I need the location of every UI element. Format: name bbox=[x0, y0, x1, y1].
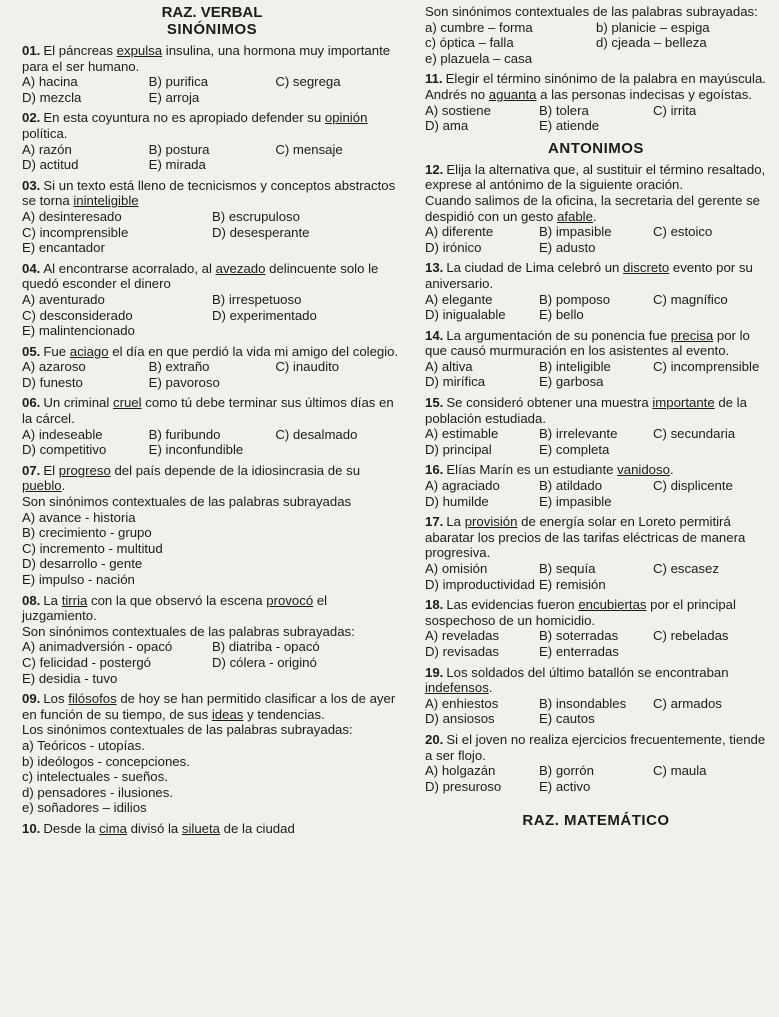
option[interactable]: C) displicente bbox=[653, 478, 733, 494]
question-16: 16. Elías Marín es un estudiante vanidoso. A) agraciado B) atildado C) displicente D) humilde E) impasible bbox=[425, 462, 767, 509]
highlighted-word: ideas bbox=[211, 706, 244, 722]
option[interactable]: E) arroja bbox=[148, 89, 200, 105]
question-03: 03. Si un texto está lleno de tecnicismos y conceptos abstractos se torna ininteligible A) desinteresado B) escrupuloso C) incomprensible D) desesperante E) encantador bbox=[22, 178, 402, 256]
question-lead: Los sinónimos contextuales de las palabras subrayadas: bbox=[22, 722, 353, 738]
question-10: 10. Desde la cima divisó la silueta de la ciudad bbox=[22, 820, 295, 836]
section-title-raz-matematico: RAZ. MATEMÁTICO bbox=[522, 812, 670, 830]
option[interactable]: e) soñadores – idilios bbox=[22, 800, 147, 816]
option[interactable]: C) mensaje bbox=[275, 141, 343, 157]
question-13: 13. La ciudad de Lima celebró un discreto evento por su aniversario. A) elegante B) pomposo C) magnífico D) inigualable E) bello bbox=[425, 260, 767, 322]
right-column bbox=[425, 4, 767, 833]
highlighted-word: expulsa bbox=[116, 43, 163, 58]
highlighted-word: provocó bbox=[266, 592, 314, 608]
highlighted-word: indefensos bbox=[425, 680, 489, 696]
option[interactable]: E) encantador bbox=[22, 240, 105, 256]
page-title: RAZ. VERBAL bbox=[161, 4, 263, 21]
question-18: 18. Las evidencias fueron encubiertas por el principal sospechoso de un homicidio. A) reveladas B) soterradas C) rebeladas D) revisadas E) enterradas bbox=[425, 597, 767, 659]
option[interactable]: D) mezcla bbox=[22, 89, 82, 105]
option[interactable]: C) escasez bbox=[653, 561, 719, 576]
option[interactable]: B) irrespetuoso bbox=[212, 291, 302, 307]
question-number: 04. bbox=[22, 260, 41, 276]
question-number: 09. bbox=[22, 691, 41, 707]
option[interactable]: C) incomprensible bbox=[653, 358, 760, 374]
option[interactable]: C) maula bbox=[653, 763, 707, 779]
highlighted-word: encubiertas bbox=[578, 597, 647, 613]
option[interactable]: b) planicie – espiga bbox=[596, 19, 710, 35]
option[interactable]: A) indeseable bbox=[22, 426, 103, 442]
option[interactable]: A) estimable bbox=[425, 426, 499, 442]
option[interactable]: D) cólera - originó bbox=[212, 654, 317, 670]
highlighted-word: tirria bbox=[61, 592, 88, 608]
option[interactable]: D) improductividad bbox=[425, 576, 535, 592]
option[interactable]: c) intelectuales - sueños. bbox=[22, 769, 168, 785]
option[interactable]: D) experimentado bbox=[212, 307, 317, 323]
question-number: 14. bbox=[425, 327, 444, 343]
option[interactable]: B) atildado bbox=[539, 478, 603, 494]
question-number: 15. bbox=[425, 395, 444, 411]
option[interactable]: E) completa bbox=[539, 441, 610, 457]
option[interactable]: a) Teóricos - utopías. bbox=[22, 737, 145, 753]
question-01: 01. El páncreas expulsa insulina, una hormona muy importante para el ser humano. A) hacina B) purifica C) segrega D) mezcla E) arroja bbox=[22, 43, 402, 105]
option[interactable]: D) presuroso bbox=[425, 778, 502, 794]
option[interactable]: C) secundaria bbox=[653, 426, 736, 442]
option[interactable]: C) armados bbox=[653, 695, 722, 711]
option[interactable]: D) competitivo bbox=[22, 442, 107, 458]
question-lead: Son sinónimos contextuales de las palabras subrayadas: bbox=[22, 623, 355, 639]
option[interactable]: B) postura bbox=[148, 141, 210, 157]
section-title-sinonimos: SINÓNIMOS bbox=[166, 21, 258, 38]
option[interactable]: A) reveladas bbox=[425, 628, 500, 644]
option[interactable]: E) enterradas bbox=[539, 643, 619, 659]
highlighted-word: pueblo bbox=[22, 478, 62, 494]
option[interactable]: A) animadversión - opacó bbox=[22, 639, 173, 655]
option[interactable]: A) azaroso bbox=[22, 359, 86, 375]
option[interactable]: A) aventurado bbox=[22, 291, 105, 307]
option[interactable]: E) inconfundible bbox=[148, 442, 244, 458]
option[interactable]: A) agraciado bbox=[425, 478, 500, 494]
section-title-antonimos: ANTONIMOS bbox=[548, 139, 644, 157]
option[interactable]: B) insondables bbox=[539, 695, 627, 711]
option[interactable]: C) felicidad - postergó bbox=[22, 654, 152, 670]
option[interactable]: d) cjeada – belleza bbox=[596, 35, 707, 51]
question-number: 17. bbox=[425, 514, 444, 530]
option[interactable]: C) desconsiderado bbox=[22, 307, 133, 323]
question-10-continued bbox=[425, 4, 767, 66]
question-02: 02. En esta coyuntura no es apropiado defender su opinión política. A) razón B) postura C) mensaje D) actitud E) mirada bbox=[22, 110, 402, 172]
option[interactable]: A) holgazán bbox=[425, 763, 496, 779]
option[interactable]: D) funesto bbox=[22, 374, 83, 390]
option[interactable]: B) tolera bbox=[539, 102, 589, 118]
highlighted-word: afable bbox=[556, 208, 593, 224]
question-number: 10. bbox=[22, 820, 41, 836]
option[interactable]: D) irónico bbox=[425, 239, 482, 255]
option[interactable]: D) revisadas bbox=[425, 643, 500, 659]
question-09: 09. Los filósofos de hoy se han permitido clasificar a los de ayer en función de su tiempo, de sus ideas y tendencias. Los sinónimos contextuales de las palabras subrayadas: a) Teóricos - utopías. b) ideólogos - concepciones. c) intelectuales - sueños. d) pensadores - ilusiones. e) soñadores – idilios bbox=[22, 691, 402, 816]
option[interactable]: B) irrelevante bbox=[539, 426, 618, 442]
question-number: 20. bbox=[425, 731, 444, 747]
option[interactable]: E) cautos bbox=[539, 711, 595, 727]
question-number: 08. bbox=[22, 592, 41, 608]
option[interactable]: C) incremento - multitud bbox=[22, 540, 163, 556]
question-number: 03. bbox=[22, 177, 41, 193]
option[interactable]: A) altiva bbox=[425, 358, 473, 374]
question-lead: Son sinónimos contextuales de las palabras subrayadas: bbox=[425, 4, 758, 19]
option[interactable]: E) garbosa bbox=[539, 374, 604, 390]
option[interactable]: D) inigualable bbox=[425, 307, 506, 323]
highlighted-word: importante bbox=[652, 395, 715, 411]
option[interactable]: E) remisión bbox=[539, 576, 606, 592]
question-number: 06. bbox=[22, 395, 41, 411]
option[interactable]: C) incomprensible bbox=[22, 224, 129, 240]
question-12: 12. Elija la alternativa que, al sustituir el término resaltado, exprese al antónimo de la siguiente oración. Cuando salimos de la oficina, la secretaria del gerente se despidió con un gesto afable. A) diferente B) impasible C) estoico D) irónico E) adusto bbox=[425, 161, 766, 255]
question-number: 02. bbox=[22, 110, 41, 126]
option[interactable]: B) crecimiento - grupo bbox=[22, 525, 152, 541]
highlighted-word: opinión bbox=[324, 110, 368, 126]
question-14: 14. La argumentación de su ponencia fue precisa por lo que causó murmuración en los asistentes al evento. A) altiva B) inteligible C) incomprensible D) mirífica E) garbosa bbox=[425, 328, 767, 390]
question-07: 07. El progreso del país depende de la idiosincrasia de su pueblo. Son sinónimos contextuales de las palabras subrayadas A) avance - historia B) crecimiento - grupo C) incremento - multitud D) desarrollo - gente E) impulso - nación bbox=[22, 463, 402, 588]
option[interactable]: B) sequía bbox=[539, 561, 596, 576]
question-15: 15. Se consideró obtener una muestra importante de la población estudiada. A) estimable B) irrelevante C) secundaria D) principal E) completa bbox=[425, 395, 767, 457]
highlighted-word: vanidoso bbox=[617, 462, 670, 478]
option[interactable]: B) pomposo bbox=[539, 291, 611, 307]
question-number: 18. bbox=[425, 597, 444, 613]
option[interactable]: A) desinteresado bbox=[22, 208, 122, 224]
question-number: 19. bbox=[425, 664, 444, 680]
option[interactable]: C) magnífico bbox=[653, 291, 728, 307]
question-11: 11. Elegir el término sinónimo de la palabra en mayúscula. Andrés no aguanta a las personas indecisas y egoístas. A) sostiene B) tolera C) irrita D) ama E) atiende bbox=[425, 71, 766, 134]
option[interactable]: E) adusto bbox=[539, 239, 596, 255]
option[interactable]: d) pensadores - ilusiones. bbox=[22, 784, 174, 800]
option[interactable]: C) estoico bbox=[653, 224, 713, 240]
question-lead: Son sinónimos contextuales de las palabras subrayadas bbox=[22, 494, 352, 510]
question-08: 08. La tirria con la que observó la escena provocó el juzgamiento. Son sinónimos contextuales de las palabras subrayadas: A) animadversión - opacó B) diatriba - opacó C) felicidad - postergó D) cólera - originó E) desidia - tuvo bbox=[22, 593, 402, 687]
option[interactable]: D) principal bbox=[425, 441, 492, 457]
option[interactable]: E) pavoroso bbox=[148, 374, 220, 390]
option[interactable]: D) ama bbox=[425, 118, 469, 134]
highlighted-word: discreto bbox=[623, 260, 670, 276]
option[interactable]: D) humilde bbox=[425, 493, 489, 509]
option[interactable]: e) plazuela – casa bbox=[425, 50, 533, 66]
question-04: 04. Al encontrarse acorralado, al avezado delincuente solo le quedó esconder el dinero A) aventurado B) irrespetuoso C) desconsiderado D) experimentado E) malintencionado bbox=[22, 261, 402, 339]
option[interactable]: E) impulso - nación bbox=[22, 572, 135, 587]
option[interactable]: B) extraño bbox=[148, 359, 210, 375]
option[interactable]: A) diferente bbox=[425, 224, 494, 240]
option[interactable]: A) omisión bbox=[425, 561, 488, 576]
highlighted-word: aciago bbox=[69, 343, 109, 359]
option[interactable]: B) gorrón bbox=[539, 763, 594, 779]
highlighted-word: precisa bbox=[670, 327, 714, 343]
option[interactable]: D) mirífica bbox=[425, 374, 486, 390]
option[interactable]: B) diatriba - opacó bbox=[212, 639, 320, 655]
option[interactable]: B) purifica bbox=[148, 74, 209, 90]
option[interactable]: B) inteligible bbox=[539, 358, 611, 374]
option[interactable]: C) rebeladas bbox=[653, 628, 729, 644]
option[interactable]: C) segrega bbox=[275, 74, 341, 90]
question-number: 11. bbox=[425, 71, 443, 87]
highlighted-word: progreso bbox=[58, 462, 111, 478]
option[interactable]: E) desidia - tuvo bbox=[22, 670, 118, 686]
option[interactable]: B) impasible bbox=[539, 224, 612, 240]
option[interactable]: B) soterradas bbox=[539, 628, 619, 644]
question-number: 13. bbox=[425, 260, 444, 276]
question-number: 07. bbox=[22, 462, 41, 478]
option[interactable]: D) desesperante bbox=[212, 224, 310, 240]
option[interactable]: c) óptica – falla bbox=[425, 35, 514, 51]
highlighted-word: cima bbox=[99, 820, 127, 836]
question-17: 17. La provisión de energía solar en Loreto permitirá abaratar los precios de las tarifas eléctricas de manera progresiva. A) omisión B) sequía C) escasez D) improductividad E) remisión bbox=[425, 514, 767, 592]
highlighted-word: filósofos bbox=[68, 691, 117, 707]
option[interactable]: E) malintencionado bbox=[22, 323, 135, 339]
option[interactable]: A) hacina bbox=[22, 74, 78, 90]
option[interactable]: E) mirada bbox=[148, 157, 206, 173]
highlighted-word: avezado bbox=[215, 260, 266, 276]
highlighted-word: cruel bbox=[112, 395, 142, 411]
option[interactable]: A) sostiene bbox=[425, 102, 491, 118]
question-19: 19. Los soldados del último batallón se encontraban indefensos. A) enhiestos B) insondables C) armados D) ansiosos E) cautos bbox=[425, 665, 767, 727]
option[interactable]: E) impasible bbox=[539, 493, 612, 509]
option[interactable]: E) activo bbox=[539, 778, 591, 794]
option[interactable]: A) avance - historia bbox=[22, 509, 136, 525]
option[interactable]: C) irrita bbox=[653, 102, 697, 118]
highlighted-word: provisión bbox=[464, 514, 518, 530]
option[interactable]: D) desarrollo - gente bbox=[22, 556, 143, 572]
option[interactable]: D) ansiosos bbox=[425, 711, 495, 727]
option[interactable]: B) escrupuloso bbox=[212, 208, 300, 224]
question-number: 05. bbox=[22, 343, 41, 359]
option[interactable]: a) cumbre – forma bbox=[425, 19, 533, 35]
option[interactable]: b) ideólogos - concepciones. bbox=[22, 753, 190, 769]
question-05: 05. Fue aciago el día en que perdió la vida mi amigo del colegio. A) azaroso B) extraño C) inaudito D) funesto E) pavoroso bbox=[22, 344, 402, 391]
left-column bbox=[22, 4, 402, 837]
question-20: 20. Si el joven no realiza ejercicios frecuentemente, tiende a ser flojo. A) holgazán B) gorrón C) maula D) presuroso E) activo bbox=[425, 731, 766, 794]
option[interactable]: E) atiende bbox=[539, 118, 600, 134]
highlighted-word: silueta bbox=[181, 820, 221, 836]
highlighted-word: ininteligible bbox=[73, 193, 139, 209]
option[interactable]: C) desalmado bbox=[275, 426, 358, 442]
highlighted-word: aguanta bbox=[488, 86, 537, 102]
question-06: 06. Un criminal cruel como tú debe terminar sus últimos días en la cárcel. A) indeseable B) furibundo C) desalmado D) competitivo E) inconfundible bbox=[22, 395, 402, 457]
option[interactable]: D) actitud bbox=[22, 157, 79, 173]
option[interactable]: A) elegante bbox=[425, 291, 493, 307]
option[interactable]: A) enhiestos bbox=[425, 695, 499, 711]
option[interactable]: C) inaudito bbox=[275, 359, 340, 375]
option[interactable]: A) razón bbox=[22, 141, 72, 157]
option[interactable]: E) bello bbox=[539, 307, 584, 323]
question-number: 01. bbox=[22, 43, 41, 58]
question-number: 12. bbox=[425, 161, 444, 177]
option[interactable]: B) furibundo bbox=[148, 426, 221, 442]
question-number: 16. bbox=[425, 462, 444, 478]
